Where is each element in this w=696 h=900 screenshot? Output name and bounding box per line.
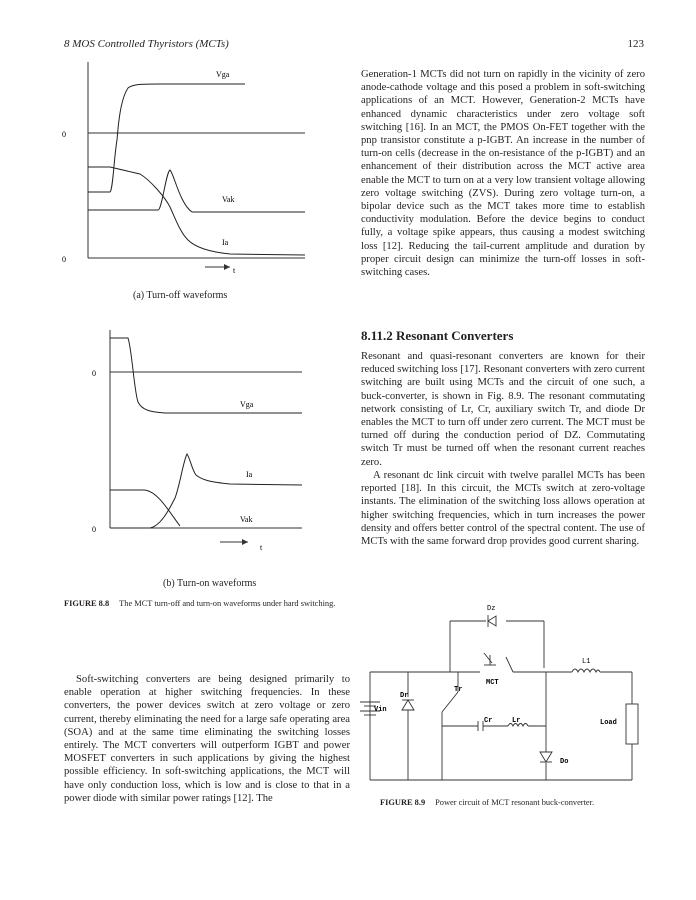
figure-8-9-label: FIGURE 8.9 <box>380 798 426 807</box>
running-header: 8 MOS Controlled Thyristors (MCTs) <box>64 38 229 50</box>
label-zero-top: 0 <box>62 130 66 139</box>
right-paragraph-1: Generation-1 MCTs did not turn on rapidly in the vicinity of zero anode-cathode voltage and this posed a problem in soft-switching applications of an MCT. However, Generation-2 MCTs have enhanced dynamic characteristics under zero voltage soft switching [16]. In an MCT, the PMOS On-FET together with the pnp transistor constitute a p-IGBT. An increase in the number of turn-on cells (decrease in the on-resistance of the p-IGBT) and an enhancement of their distribution across the MCT active area enable the MCT to turn on at a very low transient voltage allowing zero voltage switching (ZVS). During zero voltage turn-on, a bipolar device such as the MCT takes more time to establish conductivity modulation. Before the device begins to conduct fully, a voltage spike appears, thus causing a modest switching loss [12]. Reducing the tail-current amplitude and duration by proper circuit design can minimize the turn-off losses in soft-switching cases. <box>361 69 645 279</box>
label-vak: Vak <box>222 195 235 204</box>
time-arrowhead <box>224 264 230 270</box>
page-number: 123 <box>627 38 644 50</box>
turn-off-waveforms-figure <box>62 62 315 302</box>
do-diode-icon <box>540 752 552 762</box>
label-ia: Ia <box>222 238 229 247</box>
right-paragraph-2: Resonant and quasi-resonant converters are known for their reduced switching loss [17]. Resonant converters with zero current switching are built using MCTs and the circuit of one such, a buck-converter, is shown in Fig. 8.9. The resonant commutating network consisting of Lr, Cr, auxiliary switch Tr, and diode Dr enables the MCT to turn off under zero current. The MCT must be turned off during the conduction period of DZ. Commutating switch Tr must be turned off when the resonant current reaches zero. <box>361 351 645 468</box>
figure-8-8-caption <box>64 598 352 609</box>
figure-8-8-text: The MCT turn-off and turn-on waveforms under hard switching. <box>119 599 336 608</box>
panel-b-caption: (b) Turn-on waveforms <box>163 578 257 589</box>
vga-curve <box>110 338 302 413</box>
resonant-buck-converter-circuit <box>360 600 650 790</box>
label-ia: Ia <box>246 470 253 479</box>
label-do: Do <box>560 758 569 766</box>
label-cr: Cr <box>484 717 493 725</box>
vak-curve <box>88 170 305 212</box>
label-vin: Vin <box>374 706 387 714</box>
label-vga: Vga <box>240 400 254 409</box>
figure-8-9-text: Power circuit of MCT resonant buck-converter. <box>435 798 595 807</box>
turn-on-waveforms-figure <box>70 330 315 570</box>
label-load: Load <box>600 719 617 727</box>
figure-8-8-label: FIGURE 8.8 <box>64 599 110 608</box>
figure-8-9-caption <box>380 797 594 808</box>
label-zero-bottom: 0 <box>92 525 96 534</box>
label-t: t <box>233 266 236 275</box>
label-vga: Vga <box>216 70 230 79</box>
label-zero-top: 0 <box>92 369 96 378</box>
l1-inductor-icon <box>572 669 600 672</box>
load-resistor-icon <box>626 704 638 744</box>
label-t: t <box>260 543 263 552</box>
ia-curve <box>110 454 302 528</box>
section-heading: 8.11.2 Resonant Converters <box>361 328 514 343</box>
label-tr: Tr <box>454 686 463 694</box>
label-mct: MCT <box>486 679 499 687</box>
time-arrowhead <box>242 539 248 545</box>
right-paragraph-3: A resonant dc link circuit with twelve parallel MCTs has been reported [18]. In this circuit, the MCTs switch at zero-voltage instants. The elimination of the switching loss allows operation at higher switching frequencies, which in turn increases the power density and offers better control of the spectral content. The use of MCTs with the same forward drop provides good current sharing. <box>361 470 645 548</box>
label-dr: Dr <box>400 692 409 700</box>
vga-curve <box>88 84 245 192</box>
dz-diode-icon <box>488 616 496 626</box>
ia-curve <box>88 167 305 255</box>
label-dz: Dz <box>487 605 496 613</box>
label-zero-bottom: 0 <box>62 255 66 264</box>
label-l1: L1 <box>582 658 591 666</box>
panel-a-caption: (a) Turn-off waveforms <box>133 290 228 301</box>
left-column-paragraph: Soft-switching converters are being designed primarily to enable operation at higher switching frequencies. In these converters, the power devices switch at zero voltage or zero current, thereby eliminating the need for a large safe operating area (SOA) and at the same time eliminating the switching losses entirely. The MCT converters will outperform IGBT and power MOSFET converters in such applications by giving the highest possible efficiency. In soft-switching applications, the MCT will have only conduction loss, which is low and is close to that in a power diode with similar power ratings [12]. The <box>64 674 350 804</box>
label-lr: Lr <box>512 717 521 725</box>
label-vak: Vak <box>240 515 253 524</box>
dr-diode-icon <box>402 700 414 710</box>
